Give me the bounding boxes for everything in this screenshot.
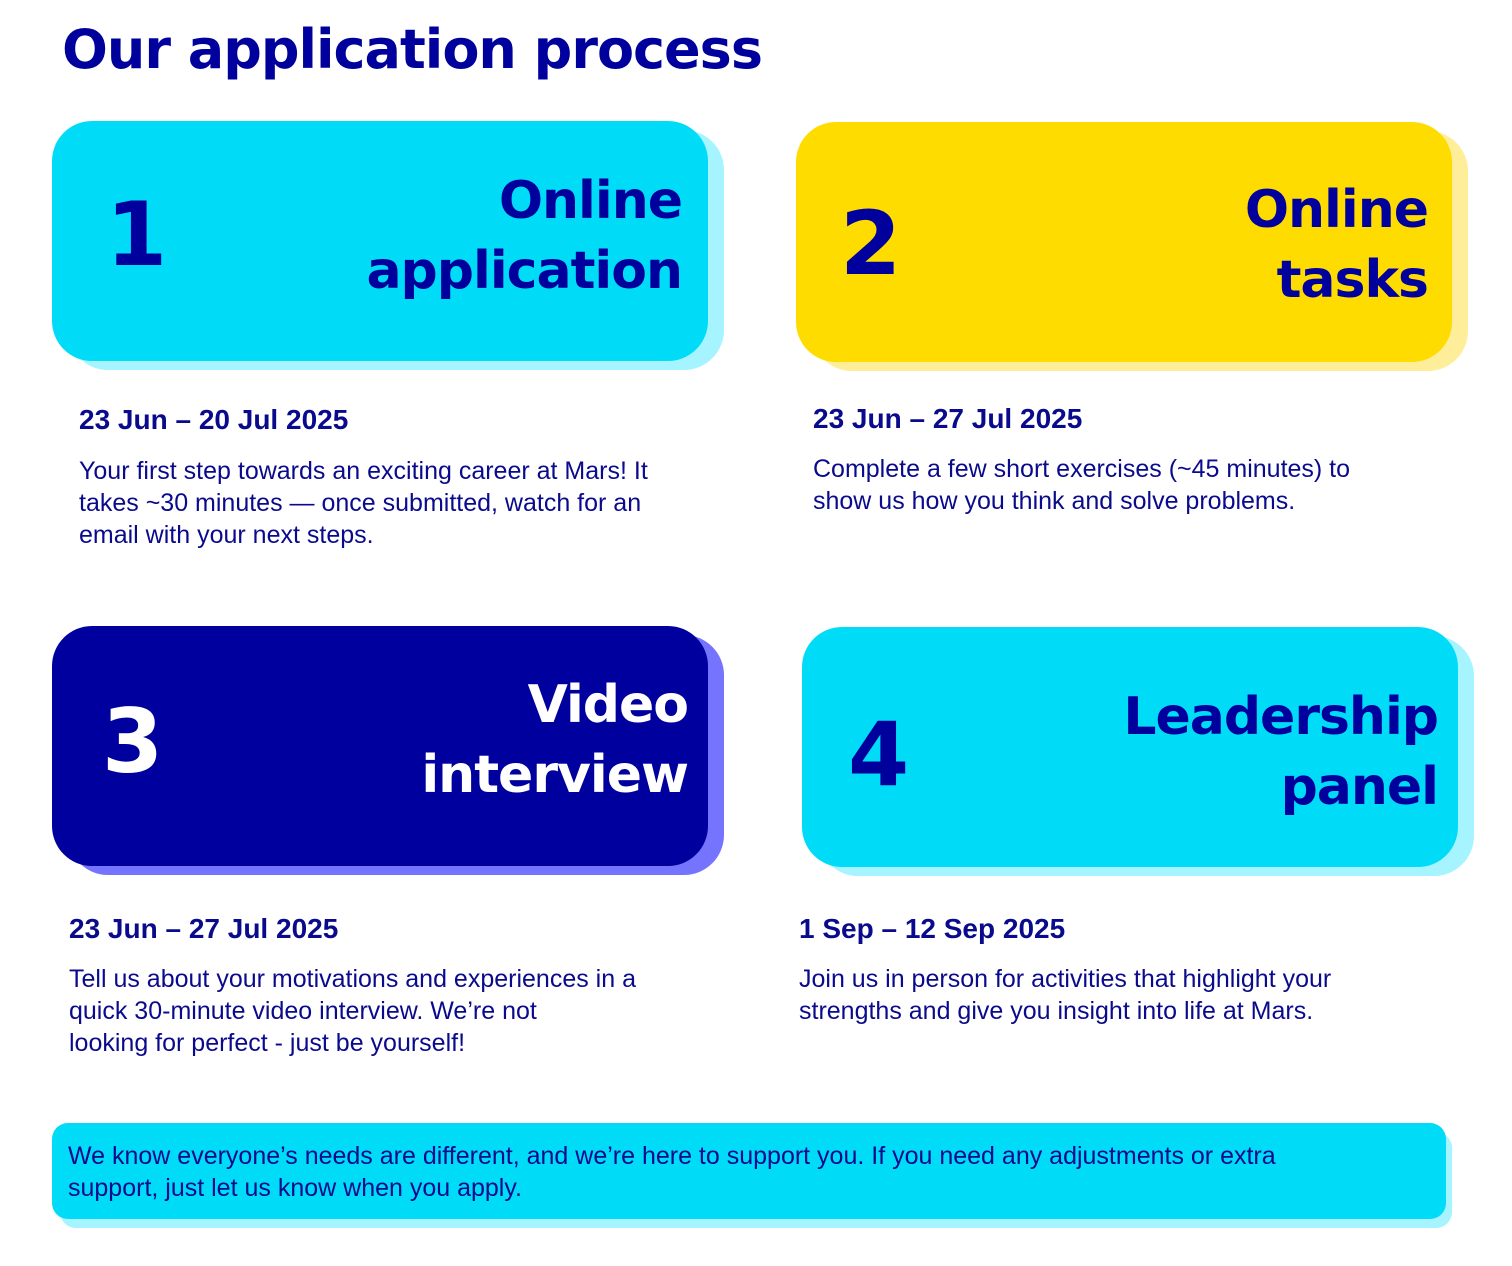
- step-3-title-line-2: interview: [421, 745, 688, 805]
- step-3-dates: 23 Jun – 27 Jul 2025: [69, 913, 339, 944]
- step-2-card: [796, 122, 1452, 362]
- step-1-description-line-3: email with your next steps.: [79, 521, 374, 549]
- step-3-number: 3: [102, 690, 164, 793]
- step-3-title: [421, 670, 688, 810]
- step-2-description-line-1: Complete a few short exercises (~45 minutes) to: [813, 455, 1351, 483]
- step-4-dates: 1 Sep – 12 Sep 2025: [799, 913, 1066, 944]
- step-3-description-line-3: looking for perfect - just be yourself!: [69, 1029, 466, 1057]
- step-4-number: 4: [848, 703, 910, 806]
- step-3-description-line-2: quick 30-minute video interview. We’re not: [69, 997, 537, 1025]
- step-4-description-line-1: Join us in person for activities that highlight your: [799, 965, 1332, 993]
- step-3-description: [69, 963, 636, 1059]
- step-4-title: [1123, 682, 1438, 822]
- step-2-description: [813, 453, 1350, 517]
- step-1-description-line-2: takes ~30 minutes — once submitted, watch for an: [79, 489, 642, 517]
- step-2-dates: 23 Jun – 27 Jul 2025: [813, 403, 1083, 434]
- support-message-line-2: support, just let us know when you apply.: [68, 1174, 522, 1202]
- step-2-number: 2: [840, 192, 902, 295]
- page-title: Our application process: [62, 18, 762, 81]
- step-1-title-line-2: application: [366, 241, 682, 301]
- step-2-description-line-2: show us how you think and solve problems.: [813, 487, 1296, 515]
- step-4-title-line-2: panel: [1280, 757, 1438, 817]
- step-3-description-line-1: Tell us about your motivations and experiences in a: [69, 965, 636, 993]
- step-3-card: [52, 626, 708, 866]
- step-2-title-line-1: Online: [1244, 180, 1428, 240]
- step-4-card: [802, 627, 1458, 867]
- step-1-description: [79, 455, 648, 551]
- step-1-title-line-1: Online: [498, 171, 682, 231]
- step-1-title: [366, 166, 682, 306]
- step-3-title-line-1: Video: [527, 675, 688, 735]
- step-1-card: [52, 121, 708, 361]
- support-message-line-1: We know everyone’s needs are different, and we’re here to support you. If you need any adjustments or extra: [68, 1142, 1276, 1170]
- support-message: [68, 1140, 1438, 1204]
- step-4-description-line-2: strengths and give you insight into life at Mars.: [799, 997, 1314, 1025]
- step-4-description: [799, 963, 1331, 1027]
- step-2-title-line-2: tasks: [1276, 250, 1428, 310]
- step-1-description-line-1: Your first step towards an exciting career at Mars! It: [79, 457, 648, 485]
- step-1-number: 1: [106, 183, 168, 286]
- step-4-title-line-1: Leadership: [1123, 687, 1438, 747]
- step-2-title: [1245, 175, 1428, 315]
- step-1-dates: 23 Jun – 20 Jul 2025: [79, 404, 349, 435]
